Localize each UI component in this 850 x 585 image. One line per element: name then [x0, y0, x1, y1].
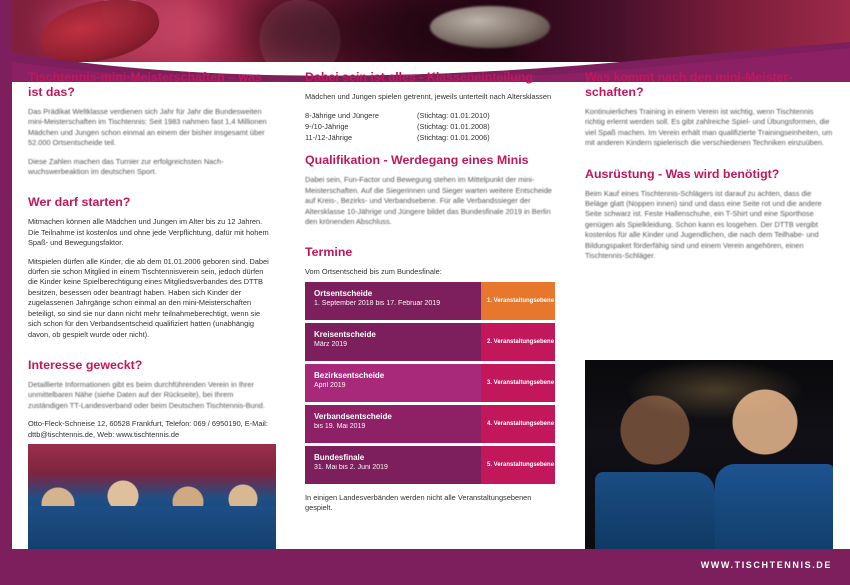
- date-row-title: Bundesfinale: [314, 452, 365, 462]
- date-row: [305, 323, 555, 361]
- paragraph-after-minis: Kontinuierliches Training in einem Verein ist wichtig, wenn Tischtennis richtig erlernt werden soll. Es gibt zahlreiche Spiel- und Übungsformen, die viel Spaß machen. Im Verein erhält man qualifizierte Trainingseinheiten, um mit anderen Kindern spielerisch die verschiedenen Techniken einzuüben.: [585, 107, 833, 148]
- footer-bar: [0, 549, 850, 585]
- paragraph-address: Otto-Fleck-Schneise 12, 60528 Frankfurt, Telefon: 069 / 6950190, E-Mail: dttb@tischtennis.de, Web: www.tischtennis.de: [28, 419, 268, 439]
- paragraph-intro-2: Diese Zahlen machen das Turnier zur erfolgreichsten Nachwuchswerbeaktion im deutschen Sport.: [28, 156, 224, 177]
- paragraph-equipment: Beim Kauf eines Tischtennis-Schlägers ist darauf zu achten, dass die Beläge glatt (Noppen innen) sind und dass eine Seite rot und die andere Seite schwarz ist. Feste Hallenschuhe, ein T-Shirt und eine Sporthose genügen als Spielkleidung. Schon kann es losgehen. Der DTTB vergibt kostenlos für alle Kinder und Jugendlichen, die nach dem Teilhabe- und Bildungspaket förderfähig sind und einem Verein angehören, einen Tischtennis-Schläger.: [585, 188, 822, 261]
- heading-interested: Interesse geweckt?: [28, 357, 143, 372]
- column-right: [585, 70, 833, 269]
- date-row-period: 1. September 2018 bis 17. Februar 2019: [314, 299, 441, 307]
- heading-after-minis: Was kommt nach den mini-Meisterschaften?: [585, 70, 793, 99]
- heading-equipment: Ausrüstung - Was wird benötigt?: [585, 166, 780, 181]
- date-row-stage: 4. Veranstaltungsebene: [481, 405, 555, 443]
- date-row-main: [305, 405, 481, 443]
- paragraph-class-division: Mädchen und Jungen spielen getrennt, jeweils unterteilt nach Altersklassen: [305, 92, 552, 101]
- heading-who-may-start: Wer darf starten?: [28, 195, 131, 210]
- paragraph-intro-1: Das Prädikat Weltklasse verdienen sich Jahr für Jahr die Bundesweiten mini-Meisterschaften im Tischtennis: Seit 1983 nahmen fast 1,4 Millionen Mädchen und Jungen schon einmal an einem der bisher insgesamt über 52.000 Ortsentscheide teil.: [28, 107, 267, 148]
- dates-note: In einigen Landesverbänden werden nicht alle Veranstaltungsebenen gespielt.: [305, 492, 532, 513]
- age-class-row: [305, 110, 555, 121]
- date-row-title: Verbandsentscheide: [314, 411, 392, 421]
- date-row-main: [305, 364, 481, 402]
- paragraph-qualification: Dabei sein, Fun-Factor und Bewegung stehen im Mittelpunkt der mini-Meisterschaften. Auf die Siegerinnen und Sieger warten weitere Entscheide auf Kreis-, Bezirks- und Verbandsebene. Für alle Verbandssieger der Altersklasse 10-Jährige und Jüngere bildet das Bundesfinale 2019 in Berlin den krönenden Abschluss.: [305, 175, 552, 227]
- date-row-title: Kreisentscheide: [314, 329, 376, 339]
- dates-table: [305, 282, 555, 484]
- date-row-title: Ortsentscheide: [314, 288, 373, 298]
- date-row: [305, 282, 555, 320]
- age-class-row: [305, 121, 555, 132]
- heading-what-is-it: Tischtennis-mini-Meisterschaften – was ist das?: [28, 70, 262, 99]
- age-class-label: 11-/12-Jährige: [305, 133, 353, 143]
- photo-player-one-shirt: [595, 472, 715, 549]
- date-row-main: [305, 282, 481, 320]
- age-class-date: (Stichtag: 01.01.2006): [417, 133, 490, 143]
- photo-two-players: [585, 360, 833, 549]
- age-class-label: 9-/10-Jährige: [305, 122, 349, 132]
- date-row-period: April 2019: [314, 381, 346, 389]
- heading-qualification: Qualifikation - Werdegang eines Minis: [305, 153, 529, 168]
- age-class-label: 8-Jährige und Jüngere: [305, 111, 379, 121]
- photo-girls-team-shirts: [28, 506, 276, 549]
- photo-two-players-glow: [625, 360, 805, 420]
- column-middle: [305, 70, 555, 514]
- date-row-stage: 2. Veranstaltungsebene: [481, 323, 555, 361]
- heading-class-division: Dabei sein ist alles - Klasseneinteilung: [305, 70, 533, 84]
- date-row: [305, 405, 555, 443]
- date-row-stage: 3. Veranstaltungsebene: [481, 364, 555, 402]
- date-row-main: [305, 446, 481, 484]
- photo-girls-team: [28, 444, 276, 549]
- date-row: [305, 364, 555, 402]
- age-class-date: (Stichtag: 01.01.2010): [417, 111, 490, 121]
- footer-url[interactable]: WWW.TISCHTENNIS.DE: [700, 560, 832, 570]
- date-row-main: [305, 323, 481, 361]
- paragraph-contact-info: Detaillierte Informationen gibt es beim durchführenden Verein in Ihrer unmittelbaren Nähe (siehe Daten auf der Rückseite), bei Ihrem zuständigen TT-Landesverband oder beim Deutschen Tischtennis-Bund.: [28, 379, 265, 410]
- date-row-stage: 1. Veranstaltungsebene: [481, 282, 555, 320]
- age-class-date: (Stichtag: 01.01.2008): [417, 122, 490, 132]
- date-row: [305, 446, 555, 484]
- heading-dates: Termine: [305, 245, 353, 260]
- left-accent-bar: [0, 0, 12, 585]
- paragraph-eligibility: Mitspielen dürfen alle Kinder, die ab dem 01.01.2006 geboren sind. Dabei dürfen sie schon Mitglied in einem Tischtennisverein sein, jedoch dürfen die Kinder keine Spielberechtigung eines Mitgliedsverbandes des DTTB besitzen, besessen oder beantragt haben. Haben sich Kinder der zugelassenen Jahrgänge schon einmal an den mini-Meisterschaften beteiligt, so sind sie nur dann nicht mehr teilnahmeberechtigt, wenn sie sich schon für den Verbandsentscheid qualifiziert hatten (unabhängig davon, ob gespielt wurde oder nicht).: [28, 256, 269, 339]
- date-row-period: bis 19. Mai 2019: [314, 422, 366, 430]
- date-row-period: März 2019: [314, 340, 348, 348]
- photo-player-two-shirt: [715, 464, 833, 549]
- paragraph-dates-intro: Vom Ortsentscheid bis zum Bundesfinale:: [305, 267, 442, 277]
- age-class-row: [305, 132, 555, 143]
- date-row-title: Bezirksentscheide: [314, 370, 385, 380]
- paragraph-participation: Mitmachen können alle Mädchen und Jungen im Alter bis zu 12 Jahren. Die Teilnahme ist kostenlos und ohne jede Verpflichtung, dafür mit hohem Spaß- und Bewegungsfaktor.: [28, 217, 269, 248]
- column-left: [28, 70, 273, 448]
- date-row-period: 31. Mai bis 2. Juni 2019: [314, 463, 388, 471]
- date-row-stage: 5. Veranstaltungsebene: [481, 446, 555, 484]
- age-class-table: [305, 110, 555, 143]
